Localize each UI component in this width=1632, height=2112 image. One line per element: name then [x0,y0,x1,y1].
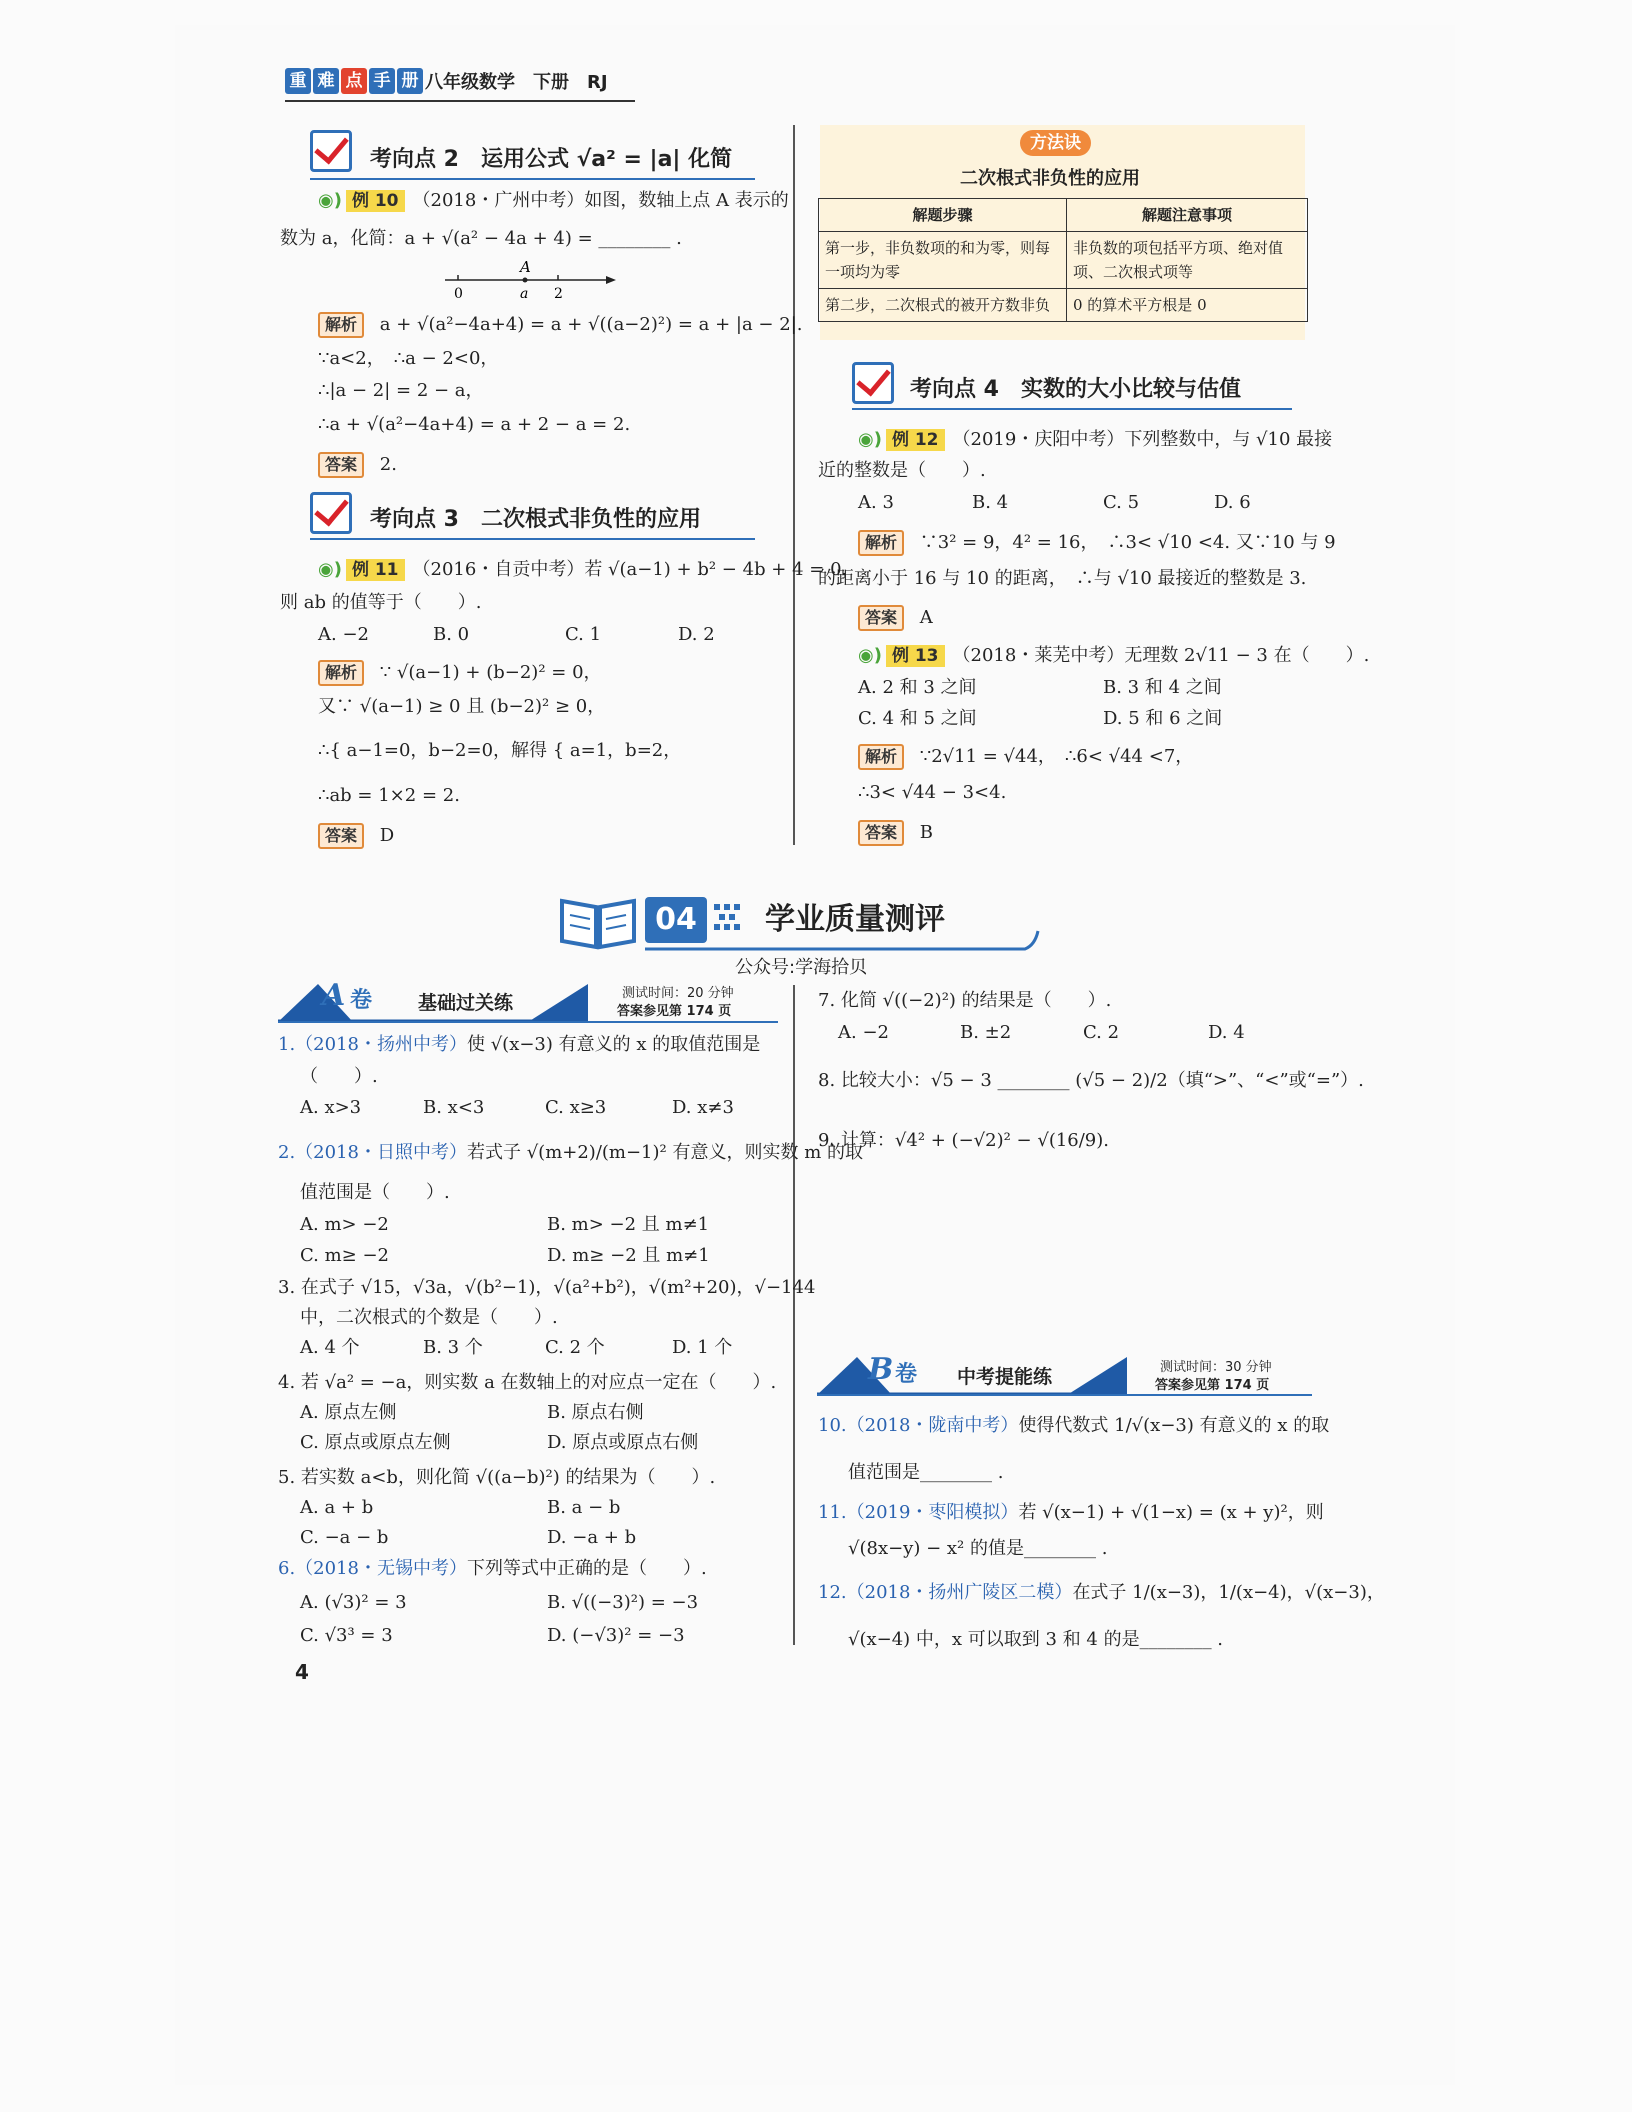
question-7: 7. 化简 √((−2)²) 的结果是（ ）. [818,990,1112,1011]
page-number: 4 [295,1660,309,1684]
logo-char: 册 [397,68,423,94]
answer-13 [858,820,933,846]
logo-char: 难 [313,68,339,94]
checkbox-icon [852,362,894,404]
paper-a-answer-ref: 答案参见第 174 页 [617,1004,732,1019]
answer-tag: 答案 [318,823,364,849]
logo-char: 点 [341,68,367,94]
analysis-tag: 解析 [858,744,904,770]
answer-value: B [919,822,933,843]
option: C. 2 个 [545,1337,605,1358]
method-table [818,198,1308,322]
section-rule [852,408,1292,410]
solution-line: a + √(a²−4a+4) = a + √((a−2)²) = a + |a − 2|. [379,314,803,335]
answer-value: A [919,607,933,628]
option: C. 2 [1083,1022,1120,1043]
question-5: 5. 若实数 a<b，则化简 √((a−b)²) 的结果为（ ）. [278,1467,716,1488]
section-title-2: 考向点 2 运用公式 √a² = |a| 化简 [370,147,733,172]
question-text: 值范围是（ ）. [300,1182,450,1203]
question-12 [818,1580,1385,1606]
speaker-icon: ◉) [858,429,882,450]
paper-b-name: 中考提能练 [957,1366,1053,1388]
paper-a-time: 测试时间：20 分钟 [622,986,734,1001]
answer-tag: 答案 [858,605,904,631]
option: D. 5 和 6 之间 [1103,708,1223,729]
option: A. 3 [858,492,894,513]
question-text: 下列等式中正确的是（ ）. [466,1558,707,1579]
banner-underline [640,905,1040,953]
analysis-tag: 解析 [318,660,364,686]
solution-line: ∴3< √44 − 3<4. [858,782,1007,803]
paper-rule [278,1021,778,1023]
solution-line: ∴ab = 1×2 = 2. [318,785,460,806]
header-rule [285,100,635,102]
question-text: 使得代数式 1/√(x−3) 有意义的 x 的取 [1018,1415,1330,1436]
solution-line: ∵ √(a−1) + (b−2)² = 0， [379,662,602,683]
option: B. ±2 [960,1022,1012,1043]
paper-a-name: 基础过关练 [418,992,514,1014]
header-title: 八年级数学 下册 RJ [425,72,608,93]
option: A. x>3 [300,1097,362,1118]
option: C. √3³ = 3 [300,1625,393,1646]
question-source: 2.（2018・日照中考） [278,1142,467,1163]
header-logo [285,68,423,94]
option: A. (√3)² = 3 [300,1592,407,1613]
option: C. x≥3 [545,1097,607,1118]
column-divider [793,125,795,845]
logo-char: 重 [285,68,311,94]
option: D. 1 个 [672,1337,733,1358]
paper-b-juan: 卷 [895,1362,918,1387]
option: C. 原点或原点左侧 [300,1432,451,1453]
question-1 [278,1032,760,1058]
solution-line: 的距离小于 16 与 10 的距离， ∴与 √10 最接近的整数是 3. [818,568,1307,589]
option: B. a − b [547,1497,621,1518]
option: C. m≥ −2 [300,1245,389,1266]
question-text: 使 √(x−3) 有意义的 x 的取值范围是 [466,1034,761,1055]
table-row [819,289,1308,322]
solution-line: ∵a<2， ∴a − 2<0， [318,348,499,369]
question-10 [818,1413,1329,1439]
example-text: 数为 a，化简：a + √(a² − 4a + 4) = ________ . [280,228,682,249]
example-text: 则 ab 的值等于（ ）. [280,592,482,613]
example-text: 近的整数是（ ）. [818,460,986,481]
example-12 [858,427,1332,453]
table-cell: 0 的算术平方根是 0 [1067,289,1308,322]
option: C. 1 [565,624,602,645]
question-9: 9. 计算：√4² + (−√2)² − √(16/9). [818,1130,1110,1151]
question-6 [278,1556,707,1582]
example-label: 例 10 [346,190,405,212]
table-cell: 第二步，二次根式的被开方数非负 [819,289,1067,322]
question-text: √(8x−y) − x² 的值是________ . [848,1538,1108,1559]
option: A. −2 [318,624,369,645]
answer-tag: 答案 [318,452,364,478]
question-text: 值范围是________ . [848,1462,1004,1483]
option: D. 原点或原点右侧 [547,1432,699,1453]
example-text: （2019・庆阳中考）下列整数中，与 √10 最接 [952,429,1333,450]
option: C. 5 [1103,492,1140,513]
watermark: 公众号:学海拾贝 [735,957,868,978]
paper-b-answer-ref: 答案参见第 174 页 [1155,1378,1270,1393]
option: B. 4 [972,492,1009,513]
option: B. m> −2 且 m≠1 [547,1214,710,1235]
question-2 [278,1140,863,1166]
solution-line: ∴a + √(a²−4a+4) = a + 2 − a = 2. [318,414,631,435]
paper-b-letter: B [868,1352,894,1387]
option: D. x≠3 [672,1097,734,1118]
option: B. 原点右侧 [547,1402,644,1423]
paper-rule [817,1394,1312,1396]
answer-value: 2. [379,454,397,475]
paper-a-juan: 卷 [350,988,373,1013]
method-title: 二次根式非负性的应用 [960,168,1140,189]
axis-label-2: 2 [554,286,563,302]
question-text: 中，二次根式的个数是（ ）. [300,1307,558,1328]
option: B. 3 个 [423,1337,483,1358]
table-cell: 非负数的项包括平方项、绝对值项、二次根式项等 [1067,232,1308,289]
solution-line: ∵2√11 = √44， ∴6< √44 <7， [919,746,1194,767]
section-title-4: 考向点 4 实数的大小比较与估值 [910,377,1241,402]
option: B. 0 [433,624,470,645]
option: A. 4 个 [300,1337,360,1358]
option: D. 2 [678,624,715,645]
solution-10 [318,312,802,338]
method-badge: 方法诀 [1020,130,1091,156]
solution-line: 又∵ √(a−1) ≥ 0 且 (b−2)² ≥ 0， [318,696,606,717]
question-source: 6.（2018・无锡中考） [278,1558,467,1579]
example-text: （2018・广州中考）如图，数轴上点 A 表示的 [412,190,789,211]
paper-a-letter: A [322,978,346,1013]
solution-12 [858,530,1336,556]
question-source: 11.（2019・枣阳模拟） [818,1502,1019,1523]
example-text: （2016・自贡中考）若 √(a−1) + b² − 4b + 4 = 0， [412,559,860,580]
column-divider [793,985,795,1645]
table-header: 解题注意事项 [1067,199,1308,232]
section-title-04: 学业质量测评 [765,902,945,937]
answer-tag: 答案 [858,820,904,846]
example-10 [318,188,789,214]
question-source: 1.（2018・扬州中考） [278,1034,467,1055]
section-title-3: 考向点 3 二次根式非负性的应用 [370,507,701,532]
option: D. −a + b [547,1527,637,1548]
solution-13 [858,744,1193,770]
question-text: √(x−4) 中，x 可以取到 3 和 4 的是________ . [848,1629,1224,1650]
option: D. 4 [1208,1022,1245,1043]
question-source: 10.（2018・陇南中考） [818,1415,1019,1436]
example-label: 例 11 [346,559,405,581]
solution-line: ∵3² = 9，4² = 16， ∴3< √10 <4. 又∵10 与 9 [919,532,1336,553]
question-text: 在式子 1/(x−3)，1/(x−4)，√(x−3)， [1072,1582,1385,1603]
book-icon [558,893,638,951]
table-row [819,232,1308,289]
option: A. 2 和 3 之间 [858,677,977,698]
solution-11 [318,660,602,686]
example-11 [318,557,860,583]
question-source: 12.（2018・扬州广陵区二模） [818,1582,1073,1603]
question-8: 8. 比较大小：√5 − 3 ________ (√5 − 2)/2（填“>”、“<”或“=”）. [818,1070,1364,1091]
analysis-tag: 解析 [858,530,904,556]
option: C. −a − b [300,1527,389,1548]
solution-line: ∴|a − 2| = 2 − a， [318,380,484,401]
question-text: 若 √(x−1) + √(1−x) = (x + y)²，则 [1018,1502,1324,1523]
axis-label-A: A [520,258,531,276]
paper-b-time: 测试时间：30 分钟 [1160,1360,1272,1375]
option: D. 6 [1214,492,1251,513]
checkbox-icon [310,492,352,534]
axis-label-a: a [520,286,529,302]
question-11 [818,1500,1324,1526]
question-4: 4. 若 √a² = −a，则实数 a 在数轴上的对应点一定在（ ）. [278,1372,777,1393]
number-line-diagram [440,258,620,302]
axis-label-0: 0 [454,286,463,302]
table-cell: 第一步，非负数项的和为零，则每一项均为零 [819,232,1067,289]
option: A. 原点左侧 [300,1402,397,1423]
question-text: （ ）. [300,1066,378,1087]
option: B. 3 和 4 之间 [1103,677,1222,698]
example-13 [858,643,1369,669]
option: B. √((−3)²) = −3 [547,1592,699,1613]
option: A. a + b [300,1497,374,1518]
option: A. −2 [838,1022,889,1043]
speaker-icon: ◉) [858,645,882,666]
speaker-icon: ◉) [318,559,342,580]
option: C. 4 和 5 之间 [858,708,977,729]
table-header: 解题步骤 [819,199,1067,232]
answer-12 [858,605,933,631]
option: D. (−√3)² = −3 [547,1625,685,1646]
option: A. m> −2 [300,1214,389,1235]
question-text: 若式子 √(m+2)/(m−1)² 有意义，则实数 m 的取 [466,1142,863,1163]
checkbox-icon [310,130,352,172]
option: B. x<3 [423,1097,485,1118]
example-label: 例 12 [886,429,945,451]
example-label: 例 13 [886,645,945,667]
answer-11 [318,823,394,849]
option: D. m≥ −2 且 m≠1 [547,1245,710,1266]
question-3: 3. 在式子 √15，√3a，√(b²−1)，√(a²+b²)，√(m²+20)，√−144 [278,1277,816,1298]
answer-10 [318,452,397,478]
section-rule [310,538,755,540]
section-number: 04 [645,897,707,943]
logo-char: 手 [369,68,395,94]
speaker-icon: ◉) [318,190,342,211]
section-rule [310,178,755,180]
example-text: （2018・莱芜中考）无理数 2√11 − 3 在（ ）. [952,645,1370,666]
solution-line: ∴{ a−1=0，b−2=0，解得 { a=1，b=2， [318,740,682,761]
table-row [819,199,1308,232]
answer-value: D [379,825,395,846]
analysis-tag: 解析 [318,312,364,338]
